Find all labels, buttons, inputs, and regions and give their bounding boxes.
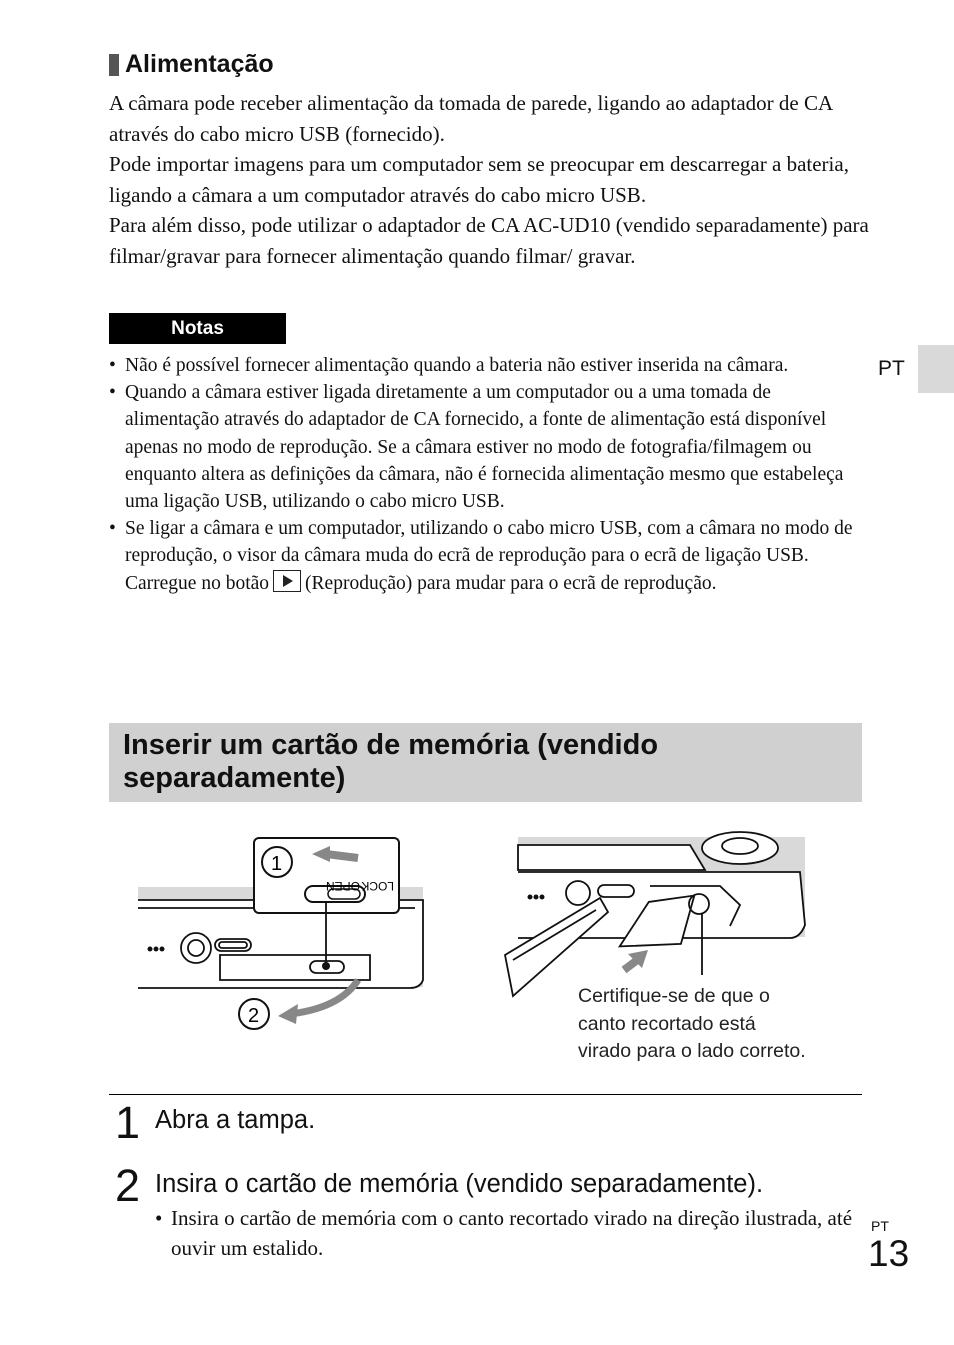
note-text: Se ligar a câmara e um computador, utilizando o cabo micro USB, com a câmara no modo de reprodução, o visor da câmara muda do ecrã de reprodução para o ecrã de ligação USB. Carregue no botão bbox=[125, 518, 853, 594]
step-divider bbox=[109, 1094, 862, 1095]
note-item bbox=[109, 515, 864, 597]
figure-caption bbox=[578, 983, 806, 1066]
paragraph-3: Para além disso, pode utilizar o adaptador de CA AC-UD10 (vendido separadamente) para filmar/gravar para fornecer alimentação quando filmar/ gravar. bbox=[109, 213, 869, 268]
open-label: OPEN bbox=[325, 879, 360, 893]
note-item: • Quando a câmara estiver ligada diretamente a um computador ou a uma tomada de alimentação através do adaptador de CA fornecido, a fonte de alimentação está disponível apenas no modo de reprodução. Se a câmara estiver no modo de fotografia/filmagem ou enquanto altera as definições da câmara, não é fornecida alimentação mesmo que estabeleça uma ligação USB, utilizando o cabo micro USB. bbox=[109, 379, 864, 515]
caption-line: Certifique-se de que o bbox=[578, 985, 770, 1007]
note-item: • Não é possível fornecer alimentação quando a bateria não estiver inserida na câmara. bbox=[109, 352, 864, 379]
caption-line: virado para o lado correto. bbox=[578, 1040, 806, 1062]
svg-text:2: 2 bbox=[248, 1005, 260, 1027]
section-title: Alimentação bbox=[125, 50, 274, 78]
camera-card-slot-right bbox=[505, 832, 805, 996]
side-tab bbox=[918, 345, 954, 393]
lock-label: LOCK bbox=[361, 879, 394, 893]
play-icon bbox=[273, 570, 301, 592]
note-text: (Reprodução) para mudar para o ecrã de reprodução. bbox=[305, 572, 717, 594]
step-text: Insira o cartão de memória (vendido separadamente). bbox=[155, 1170, 764, 1198]
step-number: 1 bbox=[115, 1097, 141, 1148]
notes-badge: Notas bbox=[109, 313, 286, 344]
footer-lang: PT bbox=[871, 1218, 889, 1234]
svg-text:1: 1 bbox=[271, 853, 283, 875]
notes-list bbox=[109, 352, 864, 597]
callout-1 bbox=[262, 847, 292, 877]
paragraph-1: A câmara pode receber alimentação da tomada de parede, ligando ao adaptador de CA através do cabo micro USB (fornecido). bbox=[109, 91, 832, 146]
caption-line: canto recortado está bbox=[578, 1012, 756, 1035]
side-tab-lang: PT bbox=[878, 357, 905, 380]
insert-arrow bbox=[624, 950, 648, 970]
section-heading bbox=[109, 50, 274, 79]
step-text: Abra a tampa. bbox=[155, 1106, 316, 1134]
paragraph-2: Pode importar imagens para um computador sem se preocupar em descarregar a bateria, ligando a câmara a um computador através do cabo micro USB. bbox=[109, 152, 849, 207]
step-sub-bullet: • Insira o cartão de memória com o canto recortado virado na direção ilustrada, até ouvir um estalido. bbox=[155, 1203, 861, 1263]
chapter-title: Inserir um cartão de memória (vendido separadamente) bbox=[123, 729, 659, 794]
step-number: 2 bbox=[115, 1160, 141, 1211]
heading-marker bbox=[109, 54, 119, 76]
page-number: 13 bbox=[868, 1233, 910, 1274]
